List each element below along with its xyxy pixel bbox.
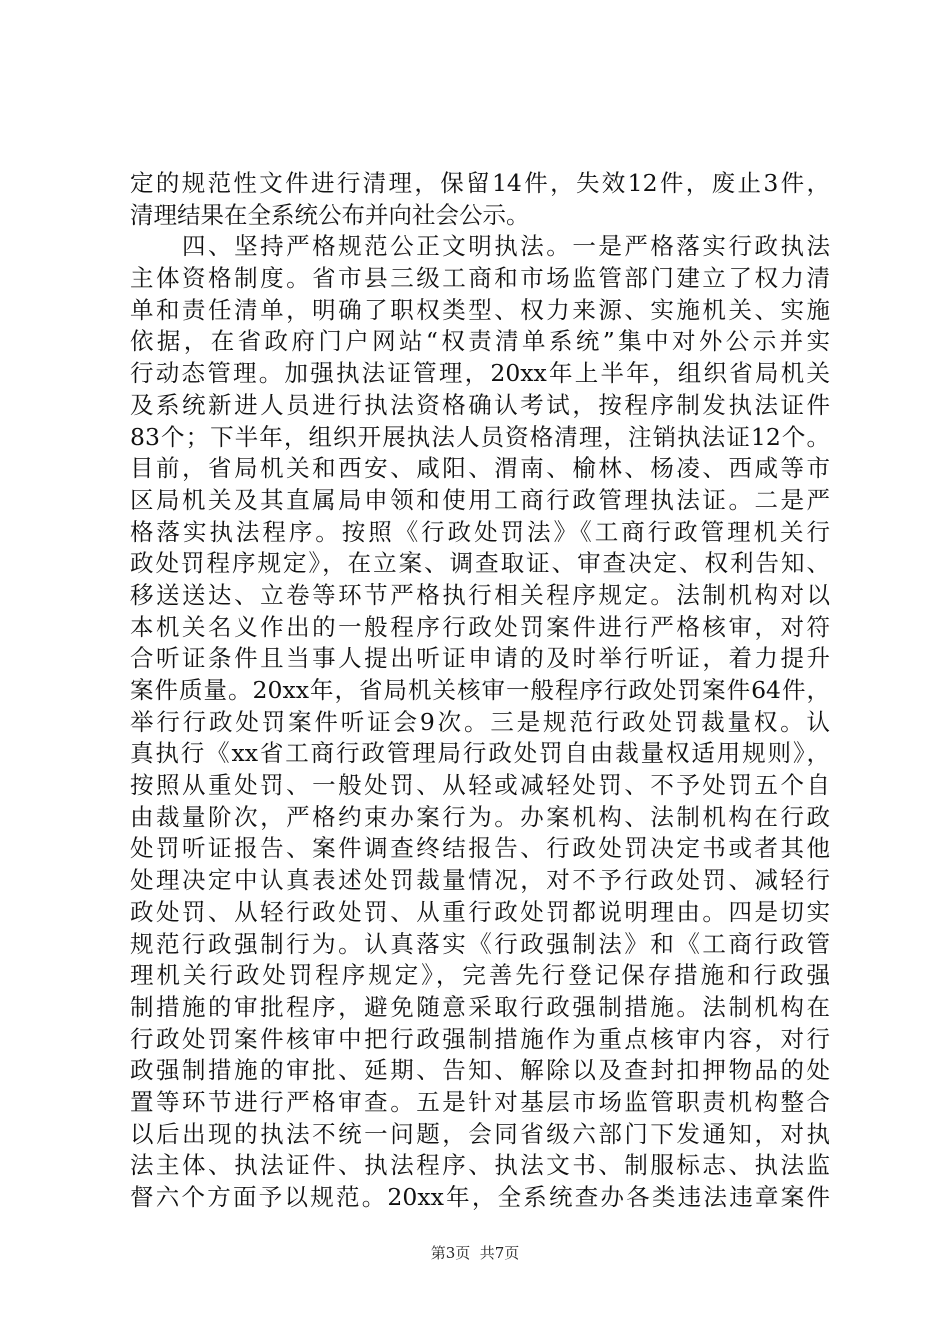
text-line: 按照从重处罚、一般处罚、从轻或减轻处罚、不予处罚五个自 xyxy=(130,771,830,800)
text-line: 政强制措施的审批、延期、告知、解除以及查封扣押物品的处 xyxy=(130,1056,830,1085)
text-line: 处理决定中认真表述处罚裁量情况，对不予行政处罚、减轻行 xyxy=(130,866,830,895)
text-line: 政处罚程序规定》，在立案、调查取证、审查决定、权利告知、 xyxy=(130,549,830,578)
text-line: 制措施的审批程序，避免随意采取行政强制措施。法制机构在 xyxy=(130,992,830,1021)
text-line: 置等环节进行严格审查。五是针对基层市场监管职责机构整合 xyxy=(130,1087,830,1116)
text-line: 行动态管理。加强执法证管理，20xx年上半年，组织省局机关 xyxy=(130,359,830,388)
text-line: 清理结果在全系统公布并向社会公示。 xyxy=(130,200,530,229)
text-line: 案件质量。20xx年，省局机关核审一般程序行政处罚案件64件， xyxy=(130,676,830,704)
text-line: 以后出现的执法不统一问题，会同省级六部门下发通知，对执 xyxy=(130,1119,830,1148)
text-line: 单和责任清单，明确了职权类型、权力来源、实施机关、实施 xyxy=(130,295,830,324)
text-line: 格落实执法程序。按照《行政处罚法》《工商行政管理机关行 xyxy=(130,517,830,546)
text-line: 目前，省局机关和西安、咸阳、渭南、榆林、杨凌、西咸等市 xyxy=(130,454,830,483)
page-number-footer: 第3页 共7页 xyxy=(430,1244,520,1262)
text-line: 由裁量阶次，严格约束办案行为。办案机构、法制机构在行政 xyxy=(130,802,830,831)
text-line: 定的规范性文件进行清理，保留14件，失效12件，废止3件， xyxy=(130,169,830,197)
body-text xyxy=(130,168,830,1214)
text-line: 83个；下半年，组织开展执法人员资格清理，注销执法证12个。 xyxy=(130,422,830,451)
text-line: 本机关名义作出的一般程序行政处罚案件进行严格核审，对符 xyxy=(130,612,830,641)
text-line: 规范行政强制行为。认真落实《行政强制法》和《工商行政管 xyxy=(130,929,830,958)
text-line: 区局机关及其直属局申领和使用工商行政管理执法证。二是严 xyxy=(130,485,830,514)
text-line: 法主体、执法证件、执法程序、执法文书、制服标志、执法监 xyxy=(130,1151,830,1180)
text-line: 真执行《xx省工商行政管理局行政处罚自由裁量权适用规则》， xyxy=(130,739,830,768)
text-line: 及系统新进人员进行执法资格确认考试，按程序制发执法证件 xyxy=(130,390,830,419)
text-line: 四、坚持严格规范公正文明执法。一是严格落实行政执法 xyxy=(130,232,830,261)
text-line: 理机关行政处罚程序规定》，完善先行登记保存措施和行政强 xyxy=(130,961,830,990)
text-line: 督六个方面予以规范。20xx年，全系统查办各类违法违章案件 xyxy=(130,1183,830,1211)
text-line: 行政处罚案件核审中把行政强制措施作为重点核审内容，对行 xyxy=(130,1024,830,1053)
text-line: 主体资格制度。省市县三级工商和市场监管部门建立了权力清 xyxy=(130,264,830,293)
text-line: 处罚听证报告、案件调查终结报告、行政处罚决定书或者其他 xyxy=(130,834,830,863)
text-line: 依据，在省政府门户网站“权责清单系统”集中对外公示并实 xyxy=(130,327,830,356)
text-line: 合听证条件且当事人提出听证申请的及时举行听证，着力提升 xyxy=(130,644,830,673)
text-line: 政处罚、从轻行政处罚、从重行政处罚都说明理由。四是切实 xyxy=(130,897,830,926)
text-line: 移送送达、立卷等环节严格执行相关程序规定。法制机构对以 xyxy=(130,580,830,609)
text-line: 举行行政处罚案件听证会9次。三是规范行政处罚裁量权。认 xyxy=(130,707,830,736)
